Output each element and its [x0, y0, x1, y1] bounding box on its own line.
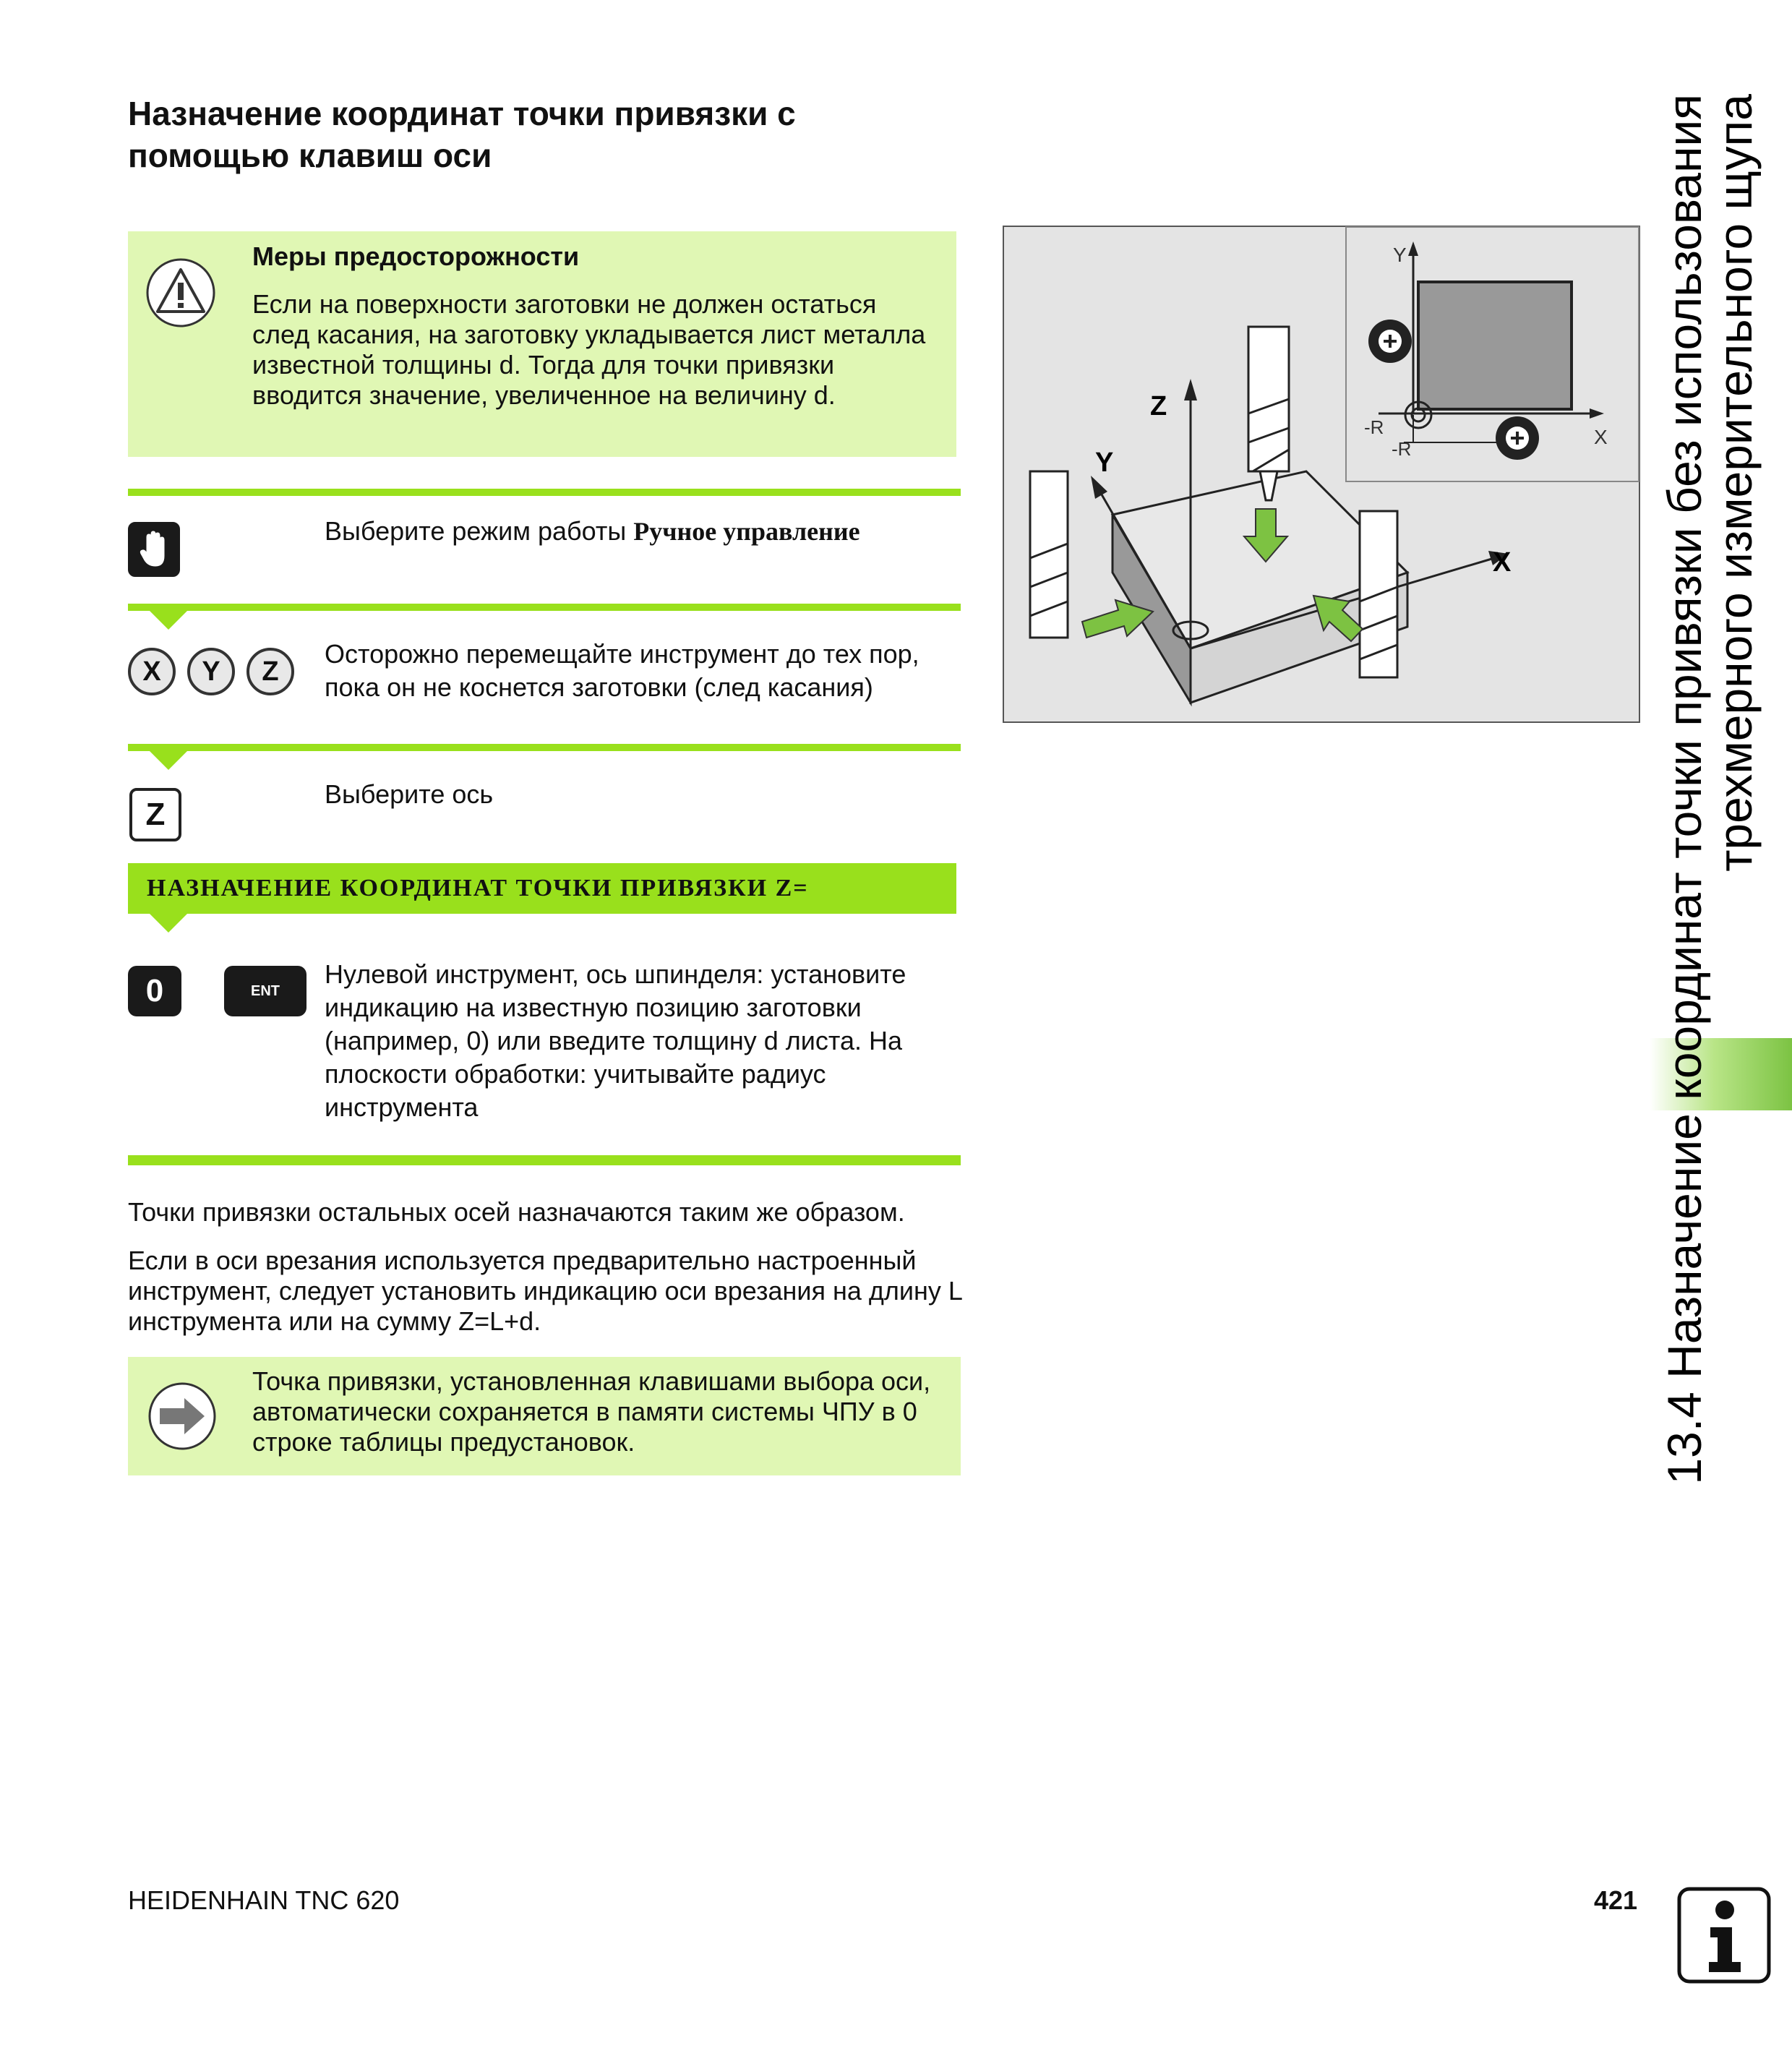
step-divider-notch [150, 611, 187, 630]
step-4-text: Нулевой инструмент, ось шпинделя: установите индикацию на известную позицию заготовки (например, 0) или введите толщину d листа. На плоскости обработки: учитывайте радиус инструмента [325, 959, 906, 1122]
info-text: Точка привязки, установленная клавишами выбора оси, автоматически сохраняется в памяти системы ЧПУ в 0 строке таблицы предустановок. [252, 1366, 931, 1457]
y-axis-key[interactable]: Y [187, 648, 235, 695]
paragraph: Точки привязки остальных осей назначаются таким же образом. [128, 1197, 905, 1227]
tool-right [1360, 511, 1397, 677]
step-3-text: Выберите ось [325, 779, 494, 809]
page-number: 421 [1594, 1885, 1638, 1915]
inset-workpiece [1418, 282, 1572, 409]
step-1-text [325, 515, 961, 548]
datum-setting-figure [1003, 226, 1640, 723]
step-divider-notch [150, 751, 187, 770]
step-1-text-prefix: Выберите режим работы [325, 516, 634, 546]
inset-r-label: -R [1392, 438, 1412, 460]
y-axis-label: Y [1095, 447, 1114, 478]
warning-text: Если на поверхности заготовки не должен остаться след касания, на заготовку укладывается лист металла известной толщины d. Тогда для точки привязки вводится значение, увеличенное на величину d. [252, 289, 926, 410]
footer-product: HEIDENHAIN TNC 620 [128, 1885, 400, 1915]
inset-cutter-bottom [1496, 416, 1539, 460]
dialog-prompt: НАЗНАЧЕНИЕ КООРДИНАТ ТОЧКИ ПРИВЯЗКИ Z= [128, 863, 956, 914]
chapter-title-line1: 13.4 Назначение координат точки привязки без использования [1658, 94, 1711, 1485]
inset-y-label: Y [1393, 244, 1407, 266]
ent-key[interactable]: ENT [224, 966, 306, 1016]
step-2-text: Осторожно перемещайте инструмент до тех пор, пока он не коснется заготовки (след касания) [325, 639, 919, 702]
x-axis-label: X [1493, 547, 1512, 578]
step-1-mode-name: Ручное управление [633, 517, 860, 546]
inset-r-label: -R [1364, 416, 1384, 438]
page-title-line1: Назначение координат точки привязки с [128, 95, 796, 132]
page-title-line2: помощью клавиш оси [128, 137, 492, 174]
step-divider [128, 604, 961, 611]
tool-left [1030, 471, 1068, 638]
paragraph: Если в оси врезания используется предварительно настроенный инструмент, следует установить индикацию оси врезания на длину L инструмента или на сумму Z=L+d. [128, 1246, 962, 1336]
chapter-title-line2: трехмерного измерительного щупа [1708, 94, 1762, 872]
inset-cutter-left [1368, 320, 1412, 363]
section-end-divider [128, 1155, 961, 1165]
step-divider-notch [150, 914, 187, 933]
zero-key[interactable]: 0 [128, 966, 181, 1016]
hand-icon [138, 530, 170, 569]
warning-title: Меры предосторожности [252, 241, 580, 271]
page-title [128, 93, 959, 176]
inset-x-label: X [1594, 426, 1608, 448]
x-axis-key[interactable]: X [128, 648, 176, 695]
step-divider [128, 744, 961, 751]
z-axis-key[interactable]: Z [246, 648, 294, 695]
info-icon [1677, 1887, 1771, 1984]
z-select-key[interactable]: Z [129, 788, 181, 841]
step-divider [128, 489, 961, 496]
arrow-right-icon [147, 1381, 218, 1452]
z-axis-label: Z [1150, 391, 1167, 421]
warning-triangle-icon [145, 257, 217, 329]
manual-mode-key[interactable] [128, 522, 180, 577]
chapter-title [1659, 94, 1760, 1616]
